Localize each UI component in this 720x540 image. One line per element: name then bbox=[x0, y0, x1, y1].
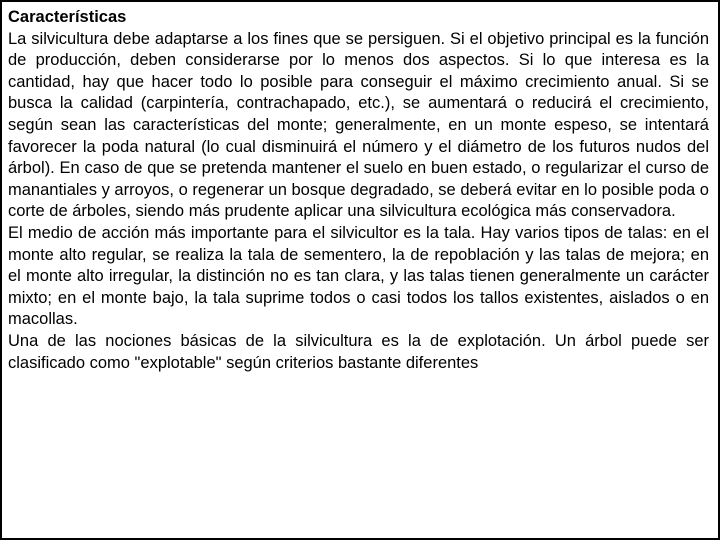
document-body bbox=[8, 7, 709, 374]
paragraph-explotacion: Una de las nociones básicas de la silvicultura es la de explotación. Un árbol puede ser clasificado como "explotable" según criterios bastante diferentes bbox=[8, 331, 709, 372]
paragraph-tala: El medio de acción más importante para el silvicultor es la tala. Hay varios tipos de talas: en el monte alto regular, se realiza la tala de sementero, la de repoblación y las talas de mejora; en el monte alto irregular, la distinción no es tan clara, y las talas tienen generalmente un carácter mixto; en el monte bajo, la tala suprime todos o casi todos los tallos existentes, aislados o en macollas. bbox=[8, 223, 709, 329]
section-heading: Características bbox=[8, 8, 127, 26]
paragraph-objectives: La silvicultura debe adaptarse a los fines que se persiguen. Si el objetivo principal es la función de producción, deben considerarse por lo menos dos aspectos. Si lo que interesa es la cantidad, hay que hacer todo lo posible para conseguir el máximo crecimiento anual. Si se busca la calidad (carpintería, contrachapado, etc.), se aumentará o reducirá el crecimiento, según sean las características del monte; generalmente, en un monte espeso, se intentará favorecer la poda natural (lo cual disminuirá el número y el diámetro de los futuros nudos del árbol). En caso de que se pretenda mantener el suelo en buen estado, o regularizar el curso de manantiales y arroyos, o regenerar un bosque degradado, se deberá evitar en lo posible poda o corte de árboles, siendo más prudente aplicar una silvicultura ecológica más conservadora. bbox=[8, 29, 709, 221]
